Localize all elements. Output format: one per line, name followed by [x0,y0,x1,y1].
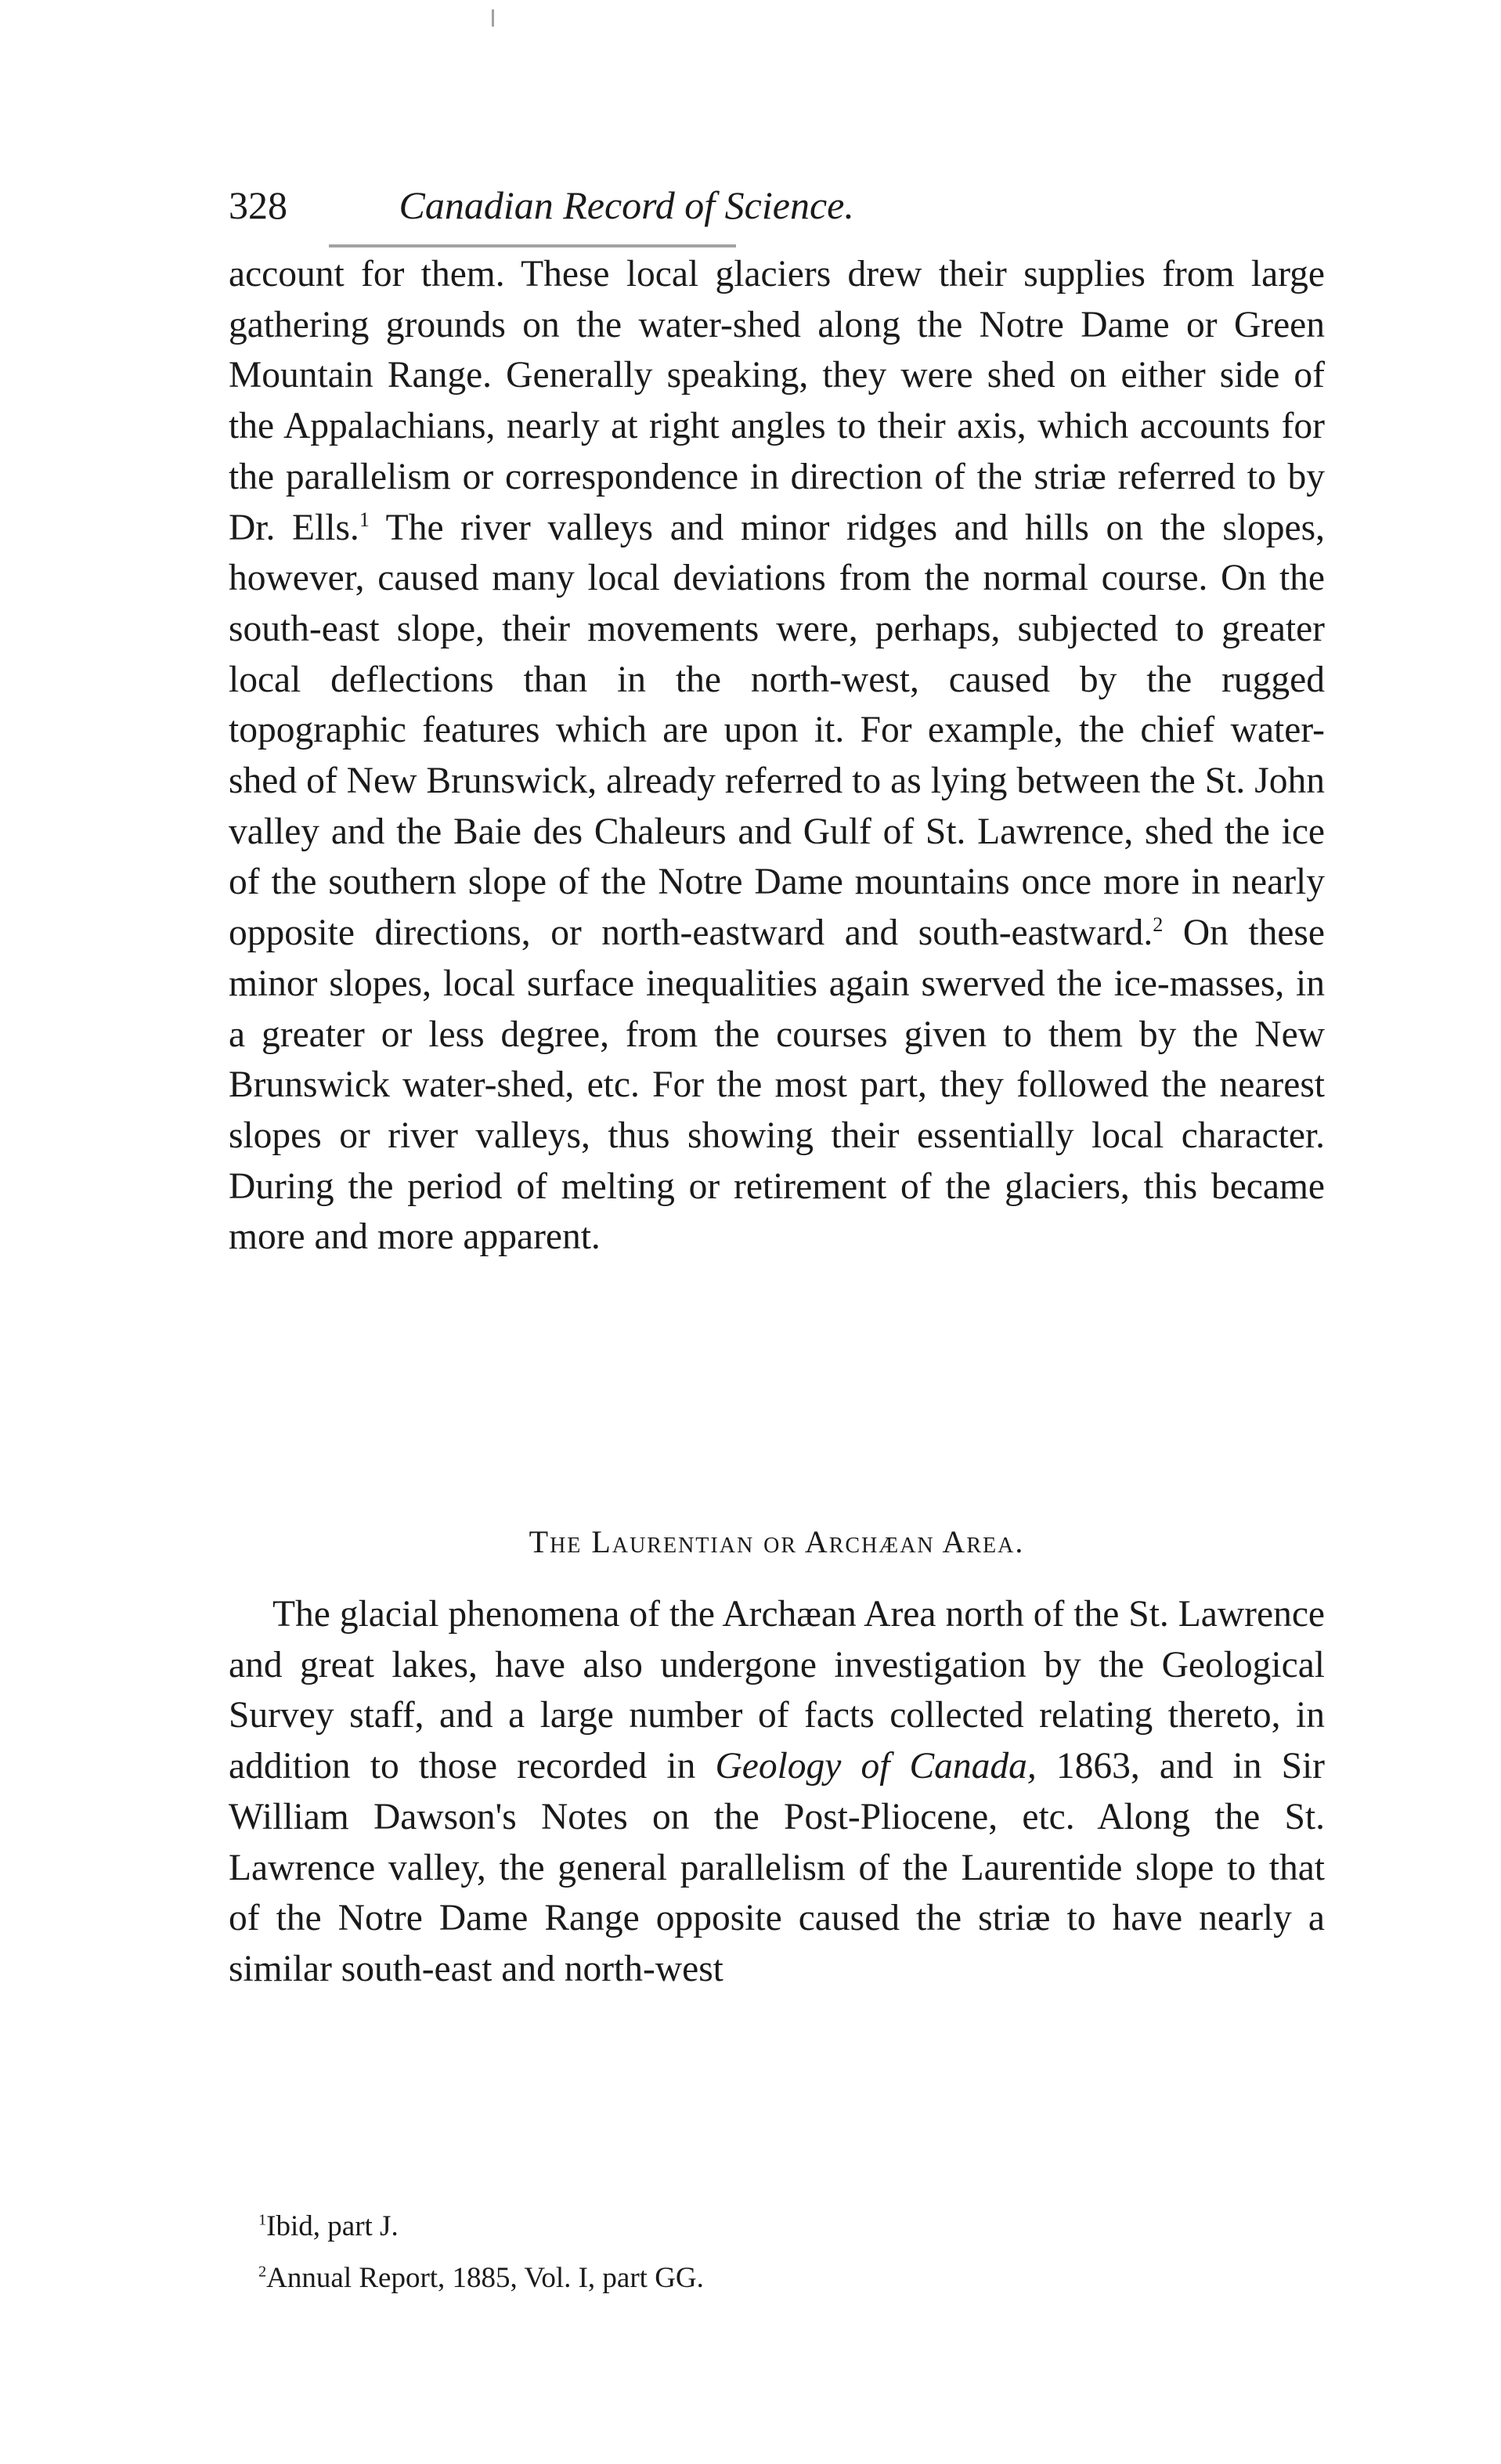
paragraph-text: 1863, and in Sir William Dawson's Notes on the Post-Pliocene, etc. Along the St. Lawrence valley, the general parallelism of the Laurentide slope to that of the Notre Dame Range opposite caused the striæ to have nearly a similar south-east and north-west [229,1746,1326,1989]
scan-mark [492,9,494,27]
journal-title: Canadian Record of Science. [399,183,854,227]
paragraph-glaciers [229,249,1325,1263]
footnote-1 [258,2201,1276,2253]
paragraph-archaean [229,1589,1325,1995]
footnote-marker: 2 [258,2263,267,2281]
paragraph-text: The glacial phenomena of the Archæan Area north of the St. Lawrence and great lakes, have also undergone investigation by the Geological Survey staff, and a large number of facts collected relating thereto, in addition to those recorded in [229,1594,1325,1787]
running-header [229,174,1340,237]
footnote-text: Annual Report, 1885, Vol. I, part GG. [266,2262,704,2294]
header-rule [329,244,736,247]
footnote-marker: 1 [258,2211,267,2229]
paragraph-text: account for them. These local glaciers drew their supplies from large gathering grounds on the water-shed along the Notre Dame or Green Mountain Range. Generally speaking, they were shed on either side of the Appalachians, nearly at right angles to their axis, which accounts for the parallelism or correspondence in direction of the striæ referred to by Dr. Ells. [229,254,1325,548]
section-heading: The Laurentian or Archæan Area. [529,1524,1025,1559]
footnote-ref-2: 2 [1153,913,1164,937]
book-title: Geology of Canada, [715,1746,1037,1787]
paragraph-text: The river valleys and minor ridges and hills on the slopes, however, caused many local deviations from the normal course. On the south-east slope, their movements were, perhaps, subjected to greater local deflections than in the north-west, caused by the rugged topographic features which are upon it. For example, the chief water-shed of New Brunswick, already referred to as lying between the St. John valley and the Baie des Chaleurs and Gulf of St. Lawrence, shed the ice of the southern slope of the Notre Dame mountains once more in nearly opposite directions, or north-eastward and south-eastward. [229,507,1325,954]
footnote-2 [258,2253,1276,2304]
page-number: 328 [229,183,287,227]
footnote-ref-1: 1 [359,508,370,531]
footnotes [258,2201,1276,2304]
paragraph-text: On these minor slopes, local surface inequalities again swerved the ice-masses, in a greater or less degree, from the courses given to them by the New Brunswick water-shed, etc. For the most part, they followed the nearest slopes or river valleys, thus showing their essentially local character. During the period of melting or retirement of the glaciers, this became more and more apparent. [229,912,1325,1258]
footnote-text: Ibid, part J. [266,2210,399,2242]
